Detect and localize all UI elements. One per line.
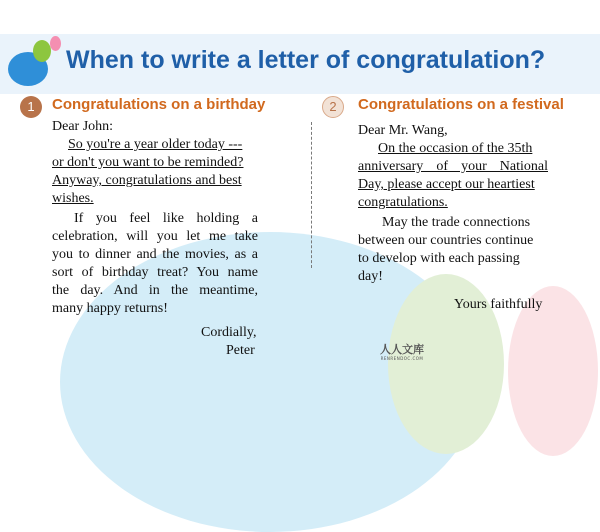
section-title-birthday: Congratulations on a birthday: [52, 96, 266, 113]
letter-festival: [358, 122, 548, 314]
letter-line: If you feel like holding a: [74, 211, 258, 226]
letter-line: many happy returns!: [52, 301, 168, 316]
section-number-badge: 2: [322, 96, 344, 118]
section-number-badge: 1: [20, 96, 42, 118]
letter-closing: Yours faithfully: [454, 297, 543, 312]
letter-line: you to dinner and the movies, as a: [52, 247, 258, 262]
letter-line: wishes.: [52, 191, 94, 206]
letter-paragraph: [358, 140, 548, 212]
letter-line: sort of birthday treat? You name: [52, 265, 258, 280]
letter-line: day!: [358, 269, 383, 284]
letter-signature: Peter: [226, 343, 255, 358]
decor-bubble-green: [33, 40, 51, 62]
letter-line: Anyway, congratulations and best: [52, 173, 242, 188]
letter-line: congratulations.: [358, 195, 448, 210]
letter-paragraph: [358, 214, 548, 286]
letter-line: anniversary of your National: [358, 159, 548, 174]
letter-line: between our countries continue: [358, 233, 534, 248]
letter-line: On the occasion of the 35th: [378, 141, 533, 156]
letter-paragraph: [52, 136, 258, 208]
decor-bubble-pink: [50, 36, 61, 51]
column-divider: [311, 122, 312, 268]
watermark-text: 人人文库: [380, 343, 424, 356]
letter-closing: Cordially,: [201, 325, 257, 340]
letter-line: celebration, will you let me take: [52, 229, 258, 244]
letter-line: the day. And in the meantime,: [52, 283, 258, 298]
page-title: When to write a letter of congratulation?: [66, 46, 546, 74]
letter-line: May the trade connections: [382, 215, 531, 230]
letter-line: or don't you want to be reminded?: [52, 155, 244, 170]
letter-birthday: [52, 118, 258, 360]
watermark-logo: [373, 344, 431, 361]
letter-line: to develop with each passing: [358, 251, 520, 266]
section-title-festival: Congratulations on a festival: [358, 96, 564, 113]
top-band: [0, 0, 600, 34]
letter-salutation: Dear John:: [52, 119, 114, 134]
letter-line: Day, please accept our heartiest: [358, 177, 535, 192]
letter-line: So you're a year older today ---: [68, 137, 243, 152]
watermark-subtext: RENRENDOC.COM: [380, 356, 424, 361]
letter-salutation: Dear Mr. Wang,: [358, 123, 448, 138]
letter-paragraph: [52, 210, 258, 318]
